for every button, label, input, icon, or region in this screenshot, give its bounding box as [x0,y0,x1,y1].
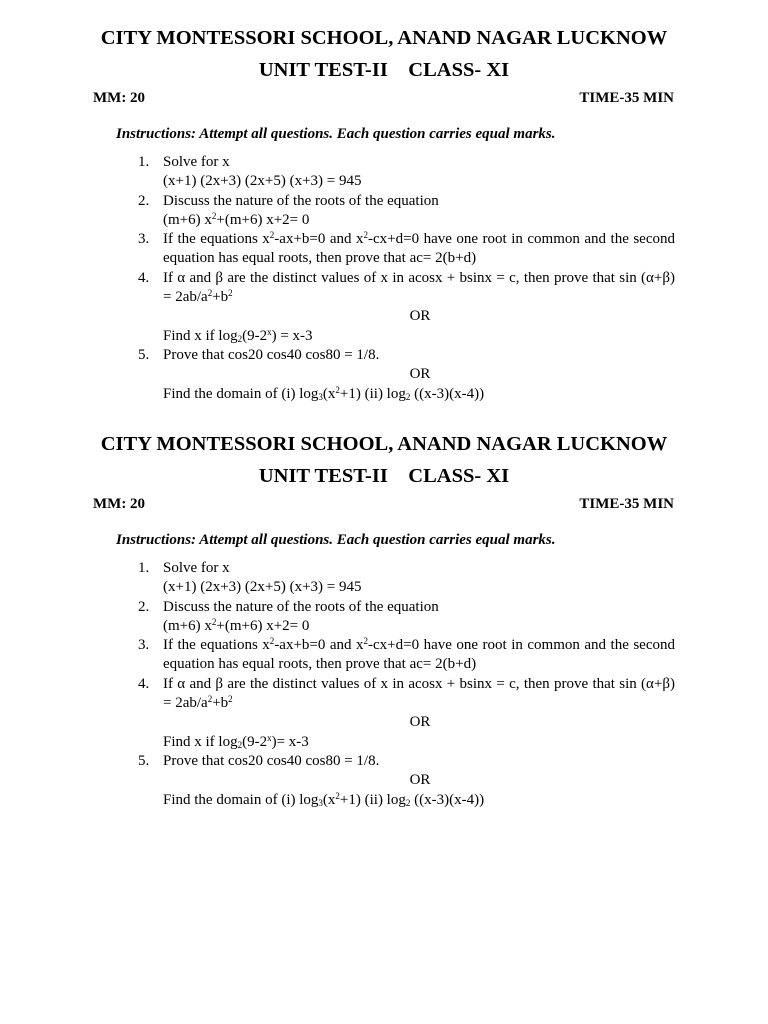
test-title: UNIT TEST-II CLASS- XI [258,59,510,81]
marks-time-row [0,496,768,516]
question-text: Solve for x [163,154,230,170]
question-text: If α and β are the distinct values of x in acosx + bsinx = c, then prove that $\sin (\alpha+\beta) = 2ab/a^2+b^2$ [163,269,675,306]
question-list [0,153,768,404]
instructions: Instructions: Attempt all questions. Each question carries equal marks. [116,532,556,548]
time-limit: TIME-35 MIN [579,496,674,512]
marks-time-row [0,90,768,110]
question-number: 1. [138,154,150,170]
question-1 [138,153,675,192]
question-text: Prove that cos20 cos40 cos80 = 1/8. [163,346,380,363]
question-number: 2. [138,192,150,209]
question-number: 3. [138,231,150,248]
alternative-question: Find the domain of (i) $\log_3(x^2+1)$ (ii) $\log_2 ((x-3)(x-4))$ [163,384,485,402]
or-divider: OR [409,366,431,383]
question-number: 2. [138,598,150,615]
question-2 [138,598,675,637]
question-number: 4. [138,675,150,692]
max-marks: MM: 20 [93,496,146,512]
question-3 [138,636,675,675]
school-name: CITY MONTESSORI SCHOOL, ANAND NAGAR LUCKNOW [100,27,668,49]
equation: (m+6) $x^2+(m+6)$ x+2= 0 [163,616,310,634]
alternative-question: Find x if $\log_2(9-2^x) = x-3$ [163,326,313,344]
question-paper-1 [0,24,768,404]
question-number: 4. [138,269,150,286]
question-text: Discuss the nature of the roots of the equation [163,598,439,615]
time-limit: TIME-35 MIN [579,90,674,106]
school-name: CITY MONTESSORI SCHOOL, ANAND NAGAR LUCKNOW [100,433,668,455]
equation: (m+6) $x^2+(m+6)$ x+2= 0 [163,210,310,228]
question-text: If α and β are the distinct values of x in acosx + bsinx = c, then prove that $\sin (\alpha+\beta) = 2ab/a^2+b^2$ [163,675,675,712]
max-marks: MM: 20 [93,90,146,106]
question-5 [138,752,675,810]
equation: (x+1) (2x+3) (2x+5) (x+3) = 945 [163,579,362,596]
question-text: Prove that cos20 cos40 cos80 = 1/8. [163,752,380,769]
question-number: 1. [138,560,150,576]
question-2 [138,192,675,231]
question-5 [138,346,675,404]
question-text: If the equations $x^2-ax+b=0$ and $x^2-cx+d=0$ have one root in common and the second equation has equal roots, then prove that ac= 2(b+d) [163,230,675,267]
or-divider: OR [409,308,431,325]
question-text: Discuss the nature of the roots of the equation [163,192,439,209]
test-title: UNIT TEST-II CLASS- XI [258,465,510,487]
instructions: Instructions: Attempt all questions. Each question carries equal marks. [116,126,556,142]
equation: (x+1) (2x+3) (2x+5) (x+3) = 945 [163,173,362,190]
or-divider: OR [409,714,431,731]
question-list [0,559,768,810]
or-divider: OR [409,772,431,789]
question-text: If the equations $x^2-ax+b=0$ and $x^2-cx+d=0$ have one root in common and the second equation has equal roots, then prove that ac= 2(b+d) [163,636,675,673]
question-1 [138,559,675,598]
question-3 [138,230,675,269]
question-paper-2 [0,430,768,810]
question-number: 3. [138,637,150,654]
alternative-question: Find x if $\log_2(9-2^x)= x-3$ [163,732,309,750]
question-4 [138,269,675,346]
question-4 [138,675,675,752]
question-number: 5. [138,752,150,769]
question-text: Solve for x [163,560,230,576]
question-number: 5. [138,346,150,363]
alternative-question: Find the domain of (i) $\log_3(x^2+1)$ (ii) $\log_2 ((x-3)(x-4))$ [163,790,485,808]
